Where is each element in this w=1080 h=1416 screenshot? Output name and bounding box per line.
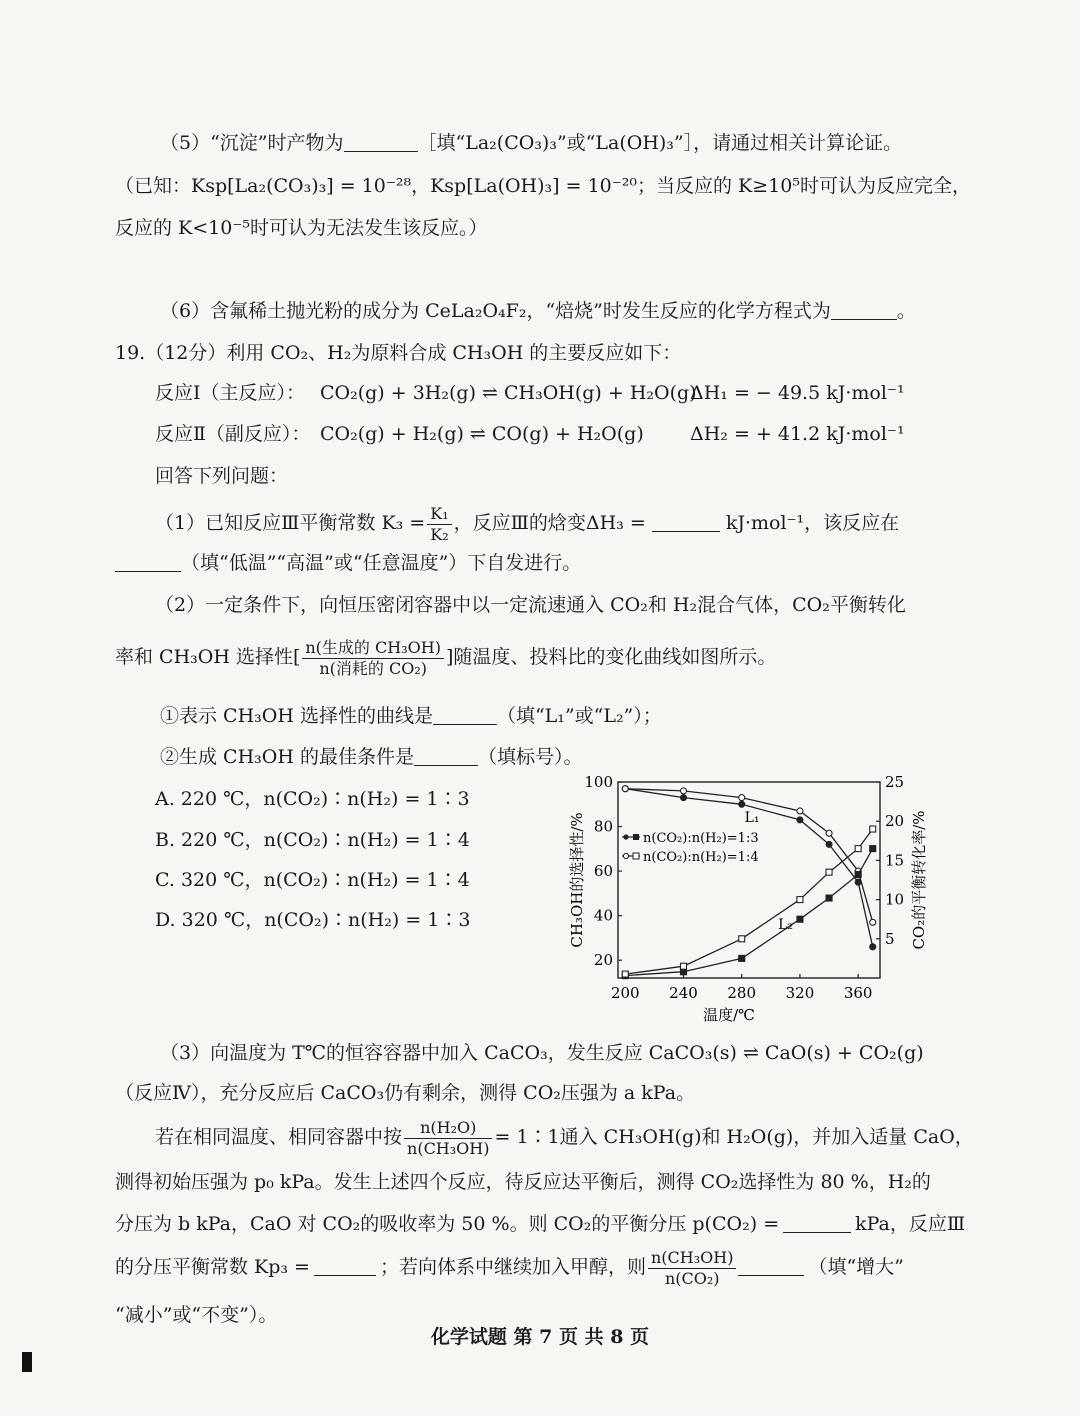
y-right-tick-label: 25 [885, 773, 905, 791]
x-tick-label: 200 [610, 984, 640, 1002]
data-point-square [681, 963, 687, 969]
answer-blank[interactable] [652, 513, 720, 532]
data-point-circle [826, 830, 832, 836]
data-point-circle [739, 801, 745, 807]
data-point-circle [797, 808, 803, 814]
data-point-circle [870, 919, 876, 925]
legend-marker-open-circle [623, 853, 628, 858]
k-ratio-numerator: K₁ [427, 504, 451, 525]
selectivity-fraction [302, 638, 444, 679]
q19-p2-line2 [115, 634, 776, 680]
q19-answer-prompt: 回答下列问题： [155, 465, 289, 487]
curve-label-l2: L₂ [778, 917, 794, 933]
y-left-tick-label: 20 [593, 951, 613, 970]
page-footer: 化学试题 第 7 页 共 8 页 [430, 1326, 650, 1348]
data-point-circle [739, 795, 745, 801]
legend-marker-open-square [633, 853, 639, 859]
q19-r2-label: 反应Ⅱ（副反应）： [155, 423, 311, 445]
k-ratio-fraction [427, 504, 451, 545]
q19-p1-b: ，反应Ⅲ的焓变ΔH₃ = [453, 512, 646, 534]
x-tick-label: 320 [785, 984, 815, 1002]
q19-p3-e1: 分压为 b kPa，CaO 对 CO₂的吸收率为 50 %。则 CO₂的平衡分压 p(CO₂) = [115, 1213, 780, 1235]
q19-p2-q1-text: ①表示 CH₃OH 选择性的曲线是 [160, 705, 433, 727]
feed-ratio-fraction [404, 1118, 492, 1159]
y-left-tick-label: 80 [593, 817, 613, 836]
q18-p5-rest: ［填“La₂(CO₃)₃”或“La(OH)₃”］，请通过相关计算论证。 [417, 132, 903, 154]
x-tick-label: 280 [727, 984, 757, 1002]
q18-p5-known: （已知：Ksp[La₂(CO₃)₃] = 10⁻²⁸，Ksp[La(OH)₃] = 10⁻²⁰；当反应的 K≥10⁵时可认为反应完全， [115, 175, 971, 197]
answer-blank[interactable] [115, 553, 181, 572]
q19-p3-c2: = 1∶1通入 CH₃OH(g)和 H₂O(g)，并加入适量 CaO， [494, 1126, 974, 1148]
q19-p2-q1-end: （填“L₁”或“L₂”）； [496, 705, 662, 727]
data-point-square [855, 846, 861, 852]
answer-blank[interactable] [831, 301, 897, 320]
data-point-square [870, 846, 876, 852]
q19-p2-q1 [160, 703, 662, 729]
x-tick-label: 240 [669, 984, 698, 1002]
q19-p3-e-line [115, 1211, 965, 1237]
q19-p3-f2: ；若向体系中继续加入甲醇，则 [379, 1256, 646, 1278]
legend-marker-filled-square [633, 834, 639, 840]
q19-p1-c: kJ·mol⁻¹，该反应在 [725, 512, 900, 534]
q19-p3-f1: 的分压平衡常数 Kp₃ = [115, 1256, 310, 1278]
q19-p1-line [155, 500, 899, 546]
option-b[interactable]: B. 220 ℃，n(CO₂)∶n(H₂) = 1∶4 [155, 829, 470, 851]
y-left-tick-label: 100 [584, 773, 613, 791]
q19-p2-q2-end: （填标号）。 [477, 746, 583, 768]
selectivity-numerator: n(生成的 CH₃OH) [302, 638, 444, 659]
q19-r1-label: 反应Ⅰ（主反应）： [155, 382, 306, 404]
data-point-square [797, 916, 803, 922]
x-tick-label: 360 [843, 984, 873, 1002]
q19-p3-a: （3）向温度为 T℃的恒容容器中加入 CaCO₃，发生反应 CaCO₃(s) ⇌ CaO(s) + CO₂(g) [160, 1042, 924, 1064]
q19-p3-c1: 若在相同温度、相同容器中按 [155, 1126, 403, 1148]
y-left-axis-title: CH₃OH的选择性/% [568, 812, 586, 948]
data-point-square [622, 971, 628, 977]
legend-label: n(CO₂):n(H₂)=1:4 [643, 850, 759, 865]
q18-p6-text: （6）含氟稀土抛光粉的成分为 CeLa₂O₄F₂，“焙烧”时发生反应的化学方程式为 [160, 300, 831, 322]
methanol-co2-numerator: n(CH₃OH) [648, 1248, 736, 1269]
data-point-circle [622, 786, 628, 792]
data-point-circle [681, 795, 687, 801]
answer-blank[interactable] [314, 1257, 376, 1276]
x-axis-title: 温度/℃ [703, 1006, 755, 1024]
data-point-square [855, 872, 861, 878]
q19-r2-equation: CO₂(g) + H₂(g) ⇌ CO(g) + H₂O(g) [320, 423, 644, 445]
q18-p5-line [160, 130, 902, 156]
data-point-circle [870, 944, 876, 950]
data-point-square [797, 897, 803, 903]
data-point-square [826, 869, 832, 875]
answer-blank[interactable] [344, 133, 418, 152]
q19-p2-q2-text: ②生成 CH₃OH 的最佳条件是 [160, 746, 414, 768]
selectivity-conversion-chart [548, 768, 948, 1030]
q19-p2-q2 [160, 744, 582, 770]
feed-ratio-numerator: n(H₂O) [404, 1118, 492, 1139]
q19-p2-b: 率和 CH₃OH 选择性[ [115, 646, 301, 668]
answer-blank[interactable] [738, 1257, 804, 1276]
answer-blank[interactable] [414, 747, 478, 766]
y-right-tick-label: 15 [885, 851, 905, 870]
q19-p3-f-line [115, 1244, 904, 1290]
y-left-tick-label: 60 [593, 862, 613, 881]
curve-label-l1: L₁ [744, 810, 760, 827]
q19-p3-line3 [155, 1114, 974, 1160]
selectivity-denominator: n(消耗的 CO₂) [319, 658, 427, 678]
option-d[interactable]: D. 320 ℃，n(CO₂)∶n(H₂) = 1∶3 [155, 909, 471, 931]
option-c[interactable]: C. 320 ℃，n(CO₂)∶n(H₂) = 1∶4 [155, 869, 470, 891]
y-right-tick-label: 20 [885, 812, 905, 831]
data-point-square [739, 936, 745, 942]
q19-p3-e2: kPa，反应Ⅲ [855, 1213, 966, 1235]
q19-r1-equation: CO₂(g) + 3H₂(g) ⇌ CH₃OH(g) + H₂O(g) [320, 382, 697, 404]
data-point-square [870, 826, 876, 832]
q19-p3-f3: （填“增大” [808, 1256, 904, 1278]
methanol-co2-denominator: n(CO₂) [664, 1268, 720, 1288]
answer-blank[interactable] [783, 1214, 851, 1233]
legend-label: n(CO₂):n(H₂)=1:3 [643, 831, 759, 846]
q19-p2-a: （2）一定条件下，向恒压密闭容器中以一定流速通入 CO₂和 H₂混合气体，CO₂平衡转化 [155, 594, 906, 616]
q19-r1-enthalpy: ΔH₁ = − 49.5 kJ·mol⁻¹ [690, 382, 905, 404]
q19-p1-line2 [115, 550, 581, 576]
q19-r2-enthalpy: ΔH₂ = + 41.2 kJ·mol⁻¹ [690, 423, 905, 445]
data-point-circle [826, 841, 832, 847]
feed-ratio-denominator: n(CH₃OH) [407, 1138, 490, 1158]
data-point-circle [797, 817, 803, 823]
q19-p1-a: （1）已知反应Ⅲ平衡常数 K₃ = [155, 512, 426, 534]
q18-p6-end: 。 [896, 300, 916, 322]
y-right-axis-title: CO₂的平衡转化率/% [910, 810, 928, 950]
q19-p1-d: （填“低温”“高温”或“任意温度”）下自发进行。 [181, 552, 582, 574]
methanol-co2-fraction [648, 1248, 736, 1289]
page-corner-mark [22, 1352, 32, 1372]
y-left-tick-label: 40 [593, 906, 613, 925]
q18-p6-line [160, 298, 916, 324]
k-ratio-denominator: K₂ [430, 524, 449, 544]
q19-p2-c: ]随温度、投料比的变化曲线如图所示。 [445, 646, 777, 668]
answer-blank[interactable] [433, 706, 497, 725]
q18-p5-known2: 反应的 K<10⁻⁵时可认为无法发生该反应。） [115, 217, 488, 239]
data-point-circle [681, 788, 687, 794]
q19-p3-d: 测得初始压强为 p₀ kPa。发生上述四个反应，待反应达平衡后，测得 CO₂选择性为 80 %，H₂的 [115, 1171, 931, 1193]
q18-p5-label: （5）“沉淀”时产物为 [160, 132, 344, 154]
y-right-tick-label: 10 [885, 890, 905, 909]
q19-p3-g: “减小”或“不变”）。 [115, 1304, 278, 1326]
legend-marker-filled-circle [623, 834, 628, 839]
q19-header: 19.（12分）利用 CO₂、H₂为原料合成 CH₃OH 的主要反应如下： [115, 342, 682, 364]
y-right-tick-label: 5 [885, 929, 895, 948]
data-point-square [826, 895, 832, 901]
option-a[interactable]: A. 220 ℃，n(CO₂)∶n(H₂) = 1∶3 [155, 788, 470, 810]
q19-p3-b: （反应Ⅳ），充分反应后 CaCO₃仍有剩余，测得 CO₂压强为 a kPa。 [115, 1082, 696, 1104]
data-point-square [739, 955, 745, 961]
